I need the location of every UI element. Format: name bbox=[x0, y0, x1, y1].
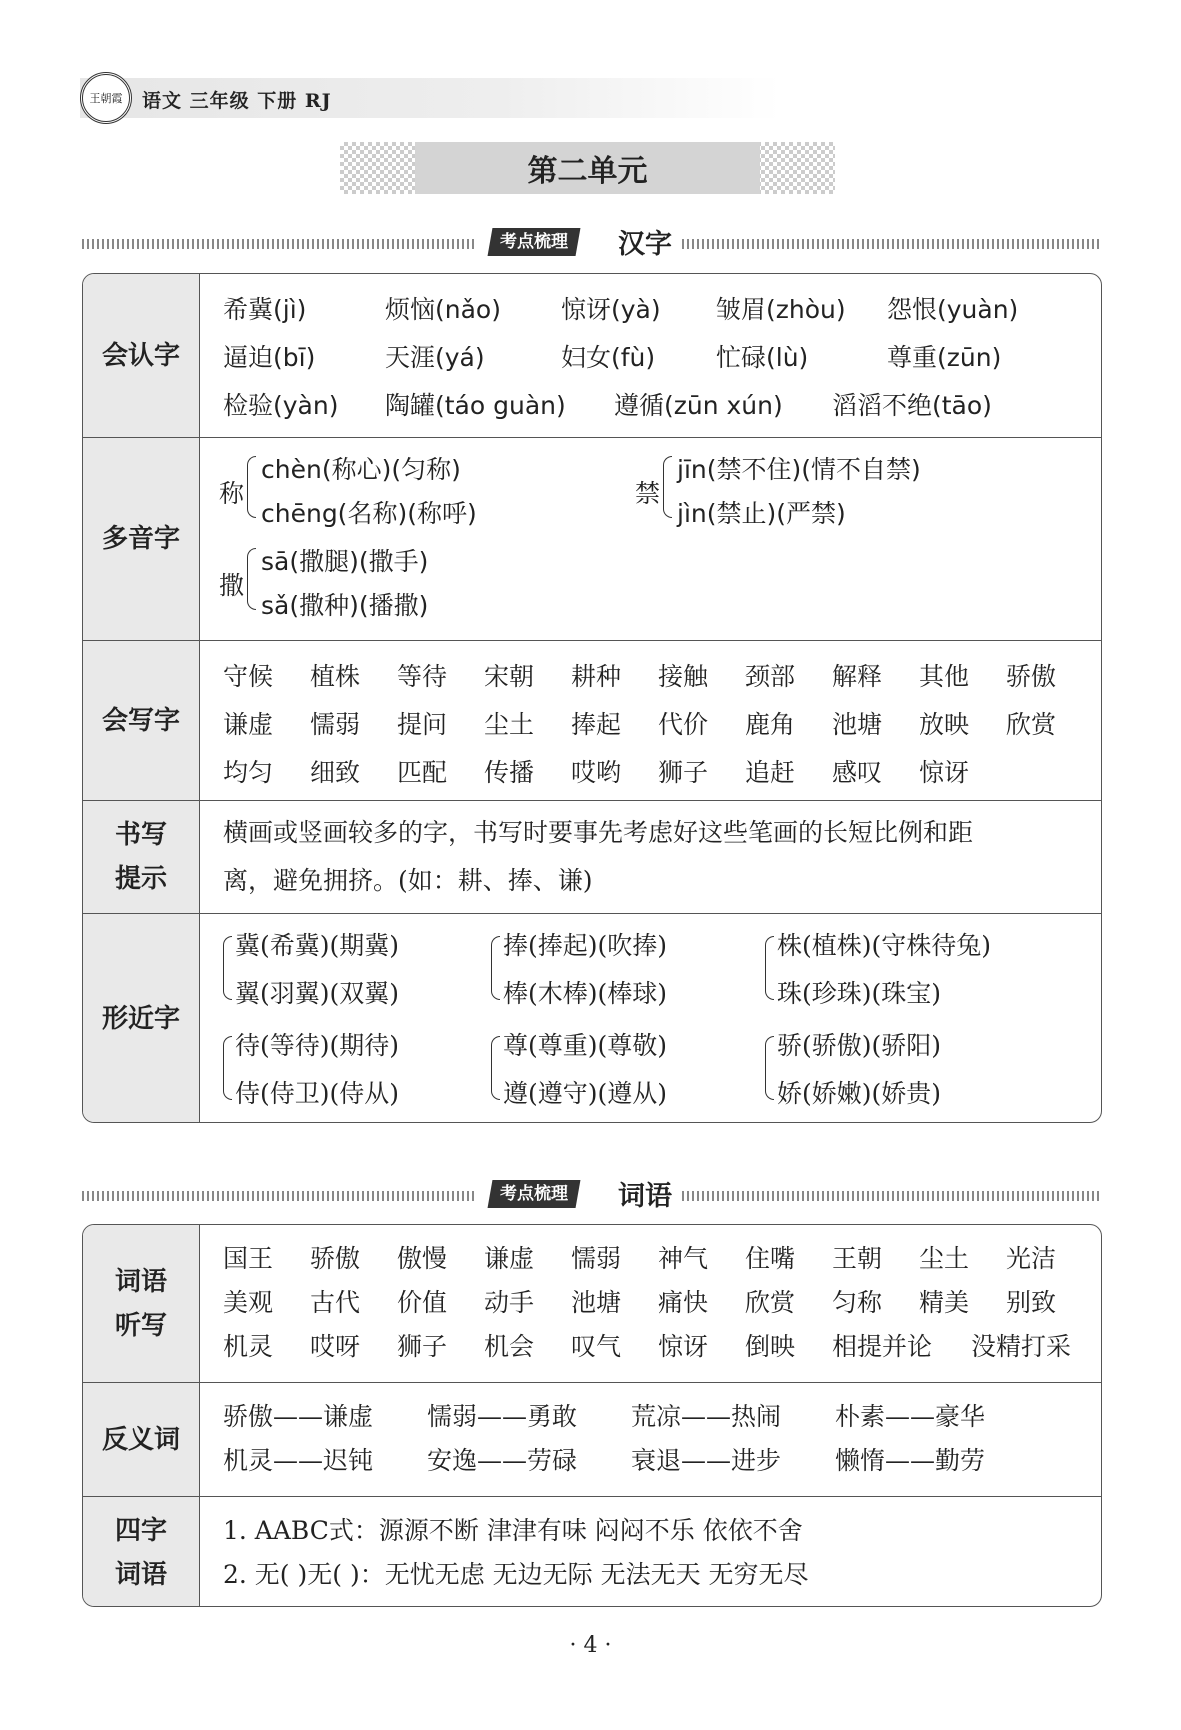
tip-line: 横画或竖画较多的字，书写时要事先考虑好这些笔画的长短比例和距 bbox=[223, 818, 974, 847]
poly-reading: sā(撒腿)(撒手) bbox=[261, 547, 429, 576]
idiom-line: 1. AABC式：源源不断 津津有味 闷闷不乐 依依不舍 bbox=[223, 1516, 803, 1545]
brace bbox=[247, 548, 256, 610]
word-item: 希冀(jì) bbox=[223, 295, 307, 324]
word-item: 谦虚 bbox=[484, 1244, 535, 1273]
word-item: 尘土 bbox=[484, 710, 535, 739]
word-item: 匹配 bbox=[397, 758, 448, 787]
antonym-pair: 衰退——进步 bbox=[631, 1446, 782, 1475]
word-item: 狮子 bbox=[397, 1332, 448, 1361]
huixie-content bbox=[201, 641, 1101, 800]
antonym-pair: 机灵——迟钝 bbox=[223, 1446, 374, 1475]
shuxie-content bbox=[201, 801, 1101, 913]
word-item: 美观 bbox=[223, 1288, 274, 1317]
word-item: 检验(yàn) bbox=[223, 391, 339, 420]
similar-char: 珠(珍珠)(珠宝) bbox=[777, 979, 942, 1008]
section-title: 词语 bbox=[618, 1181, 672, 1212]
unit-title: 第二单元 bbox=[415, 142, 760, 194]
antonym-pair: 懦弱——勇敢 bbox=[427, 1402, 578, 1431]
word-item: 细致 bbox=[310, 758, 361, 787]
row-renshi bbox=[83, 274, 1101, 437]
poly-reading: sǎ(撒种)(播撒) bbox=[261, 591, 429, 620]
word-item: 住嘴 bbox=[745, 1244, 796, 1273]
word-item: 精美 bbox=[919, 1288, 970, 1317]
word-item: 尘土 bbox=[919, 1244, 970, 1273]
word-item: 植株 bbox=[310, 662, 361, 691]
row-label: 词语 听写 bbox=[83, 1225, 200, 1382]
ciyu-table bbox=[82, 1224, 1102, 1607]
similar-char: 捧(捧起)(吹捧) bbox=[503, 931, 668, 960]
word-item: 代价 bbox=[658, 710, 709, 739]
word-item: 骄傲 bbox=[310, 1244, 361, 1273]
unit-banner bbox=[340, 142, 835, 194]
row-sizi bbox=[83, 1496, 1101, 1607]
word-item: 放映 bbox=[919, 710, 970, 739]
poly-reading: jīn(禁不住)(情不自禁) bbox=[677, 455, 921, 484]
word-item: 机灵 bbox=[223, 1332, 274, 1361]
similar-char: 冀(希冀)(期冀) bbox=[235, 931, 400, 960]
word-item: 懦弱 bbox=[571, 1244, 622, 1273]
word-item: 怨恨(yuàn) bbox=[887, 295, 1019, 324]
word-item: 接触 bbox=[658, 662, 709, 691]
brace bbox=[663, 456, 672, 518]
idiom-line: 2. 无( )无( )：无忧无虑 无边无际 无法无天 无穷无尽 bbox=[223, 1560, 809, 1589]
word-item: 光洁 bbox=[1006, 1244, 1057, 1273]
row-label: 形近字 bbox=[83, 914, 200, 1123]
brace bbox=[247, 456, 256, 518]
antonym-pair: 骄傲——谦虚 bbox=[223, 1402, 374, 1431]
word-item: 没精打采 bbox=[971, 1332, 1072, 1361]
word-item: 别致 bbox=[1006, 1288, 1057, 1317]
similar-char: 株(植株)(守株待兔) bbox=[777, 931, 992, 960]
hanzi-table bbox=[82, 273, 1102, 1123]
renshi-content bbox=[201, 274, 1101, 437]
word-item: 颈部 bbox=[745, 662, 796, 691]
word-item: 匀称 bbox=[832, 1288, 883, 1317]
word-item: 傲慢 bbox=[397, 1244, 448, 1273]
word-item: 王朝 bbox=[832, 1244, 883, 1273]
word-item: 宋朝 bbox=[484, 662, 535, 691]
poly-char: 禁 bbox=[635, 479, 661, 508]
word-item: 叹气 bbox=[571, 1332, 622, 1361]
word-item: 痛快 bbox=[658, 1288, 709, 1317]
row-shuxie bbox=[83, 800, 1101, 913]
word-item: 妇女(fù) bbox=[561, 343, 656, 372]
row-duoyin bbox=[83, 437, 1101, 640]
word-item: 天涯(yá) bbox=[385, 343, 485, 372]
word-item: 烦恼(nǎo) bbox=[385, 295, 501, 324]
similar-char: 棒(木棒)(棒球) bbox=[503, 979, 668, 1008]
row-fanyi bbox=[83, 1382, 1101, 1496]
page-number: · 4 · bbox=[569, 1633, 612, 1658]
section-title: 汉字 bbox=[618, 229, 672, 260]
word-item: 哎哟 bbox=[571, 758, 622, 787]
word-item: 均匀 bbox=[223, 758, 274, 787]
word-item: 古代 bbox=[310, 1288, 361, 1317]
word-item: 陶罐(táo guàn) bbox=[385, 391, 566, 420]
word-item: 池塘 bbox=[832, 710, 883, 739]
similar-char: 遵(遵守)(遵从) bbox=[503, 1079, 668, 1108]
word-item: 谦虚 bbox=[223, 710, 274, 739]
row-huixie bbox=[83, 640, 1101, 800]
duoyin-content bbox=[201, 438, 1101, 640]
word-item: 其他 bbox=[919, 662, 970, 691]
tingxie-content bbox=[201, 1225, 1101, 1382]
similar-char: 翼(羽翼)(双翼) bbox=[235, 979, 400, 1008]
word-item: 哎呀 bbox=[310, 1332, 361, 1361]
word-item: 价值 bbox=[397, 1288, 448, 1317]
word-item: 懦弱 bbox=[310, 710, 361, 739]
section-heading-hanzi bbox=[82, 222, 1102, 262]
row-tingxie bbox=[83, 1225, 1101, 1382]
poly-char: 称 bbox=[219, 479, 245, 508]
word-item: 耕种 bbox=[571, 662, 622, 691]
word-item: 动手 bbox=[484, 1288, 535, 1317]
poly-char: 撒 bbox=[219, 571, 245, 600]
word-item: 滔滔不绝(tāo) bbox=[832, 391, 992, 420]
section-heading-ciyu bbox=[82, 1174, 1102, 1214]
similar-char: 待(等待)(期待) bbox=[235, 1031, 400, 1060]
row-label: 反义词 bbox=[83, 1383, 200, 1496]
publisher-logo: 王朝霞 bbox=[80, 72, 132, 124]
word-item: 追赶 bbox=[745, 758, 796, 787]
similar-char: 骄(骄傲)(骄阳) bbox=[777, 1031, 942, 1060]
row-label: 四字 词语 bbox=[83, 1497, 200, 1607]
word-item: 神气 bbox=[658, 1244, 709, 1273]
word-item: 解释 bbox=[832, 662, 883, 691]
header-text: 语文 三年级 下册 RJ bbox=[142, 90, 332, 112]
poly-reading: chèn(称心)(匀称) bbox=[261, 455, 461, 484]
similar-char: 侍(侍卫)(侍从) bbox=[235, 1079, 400, 1108]
word-item: 狮子 bbox=[658, 758, 709, 787]
word-item: 池塘 bbox=[571, 1288, 622, 1317]
word-item: 捧起 bbox=[571, 710, 622, 739]
xingjin-content bbox=[201, 914, 1101, 1123]
word-item: 忙碌(lù) bbox=[716, 343, 809, 372]
word-item: 皱眉(zhòu) bbox=[716, 295, 846, 324]
antonym-pair: 朴素——豪华 bbox=[835, 1402, 986, 1431]
word-item: 感叹 bbox=[832, 758, 883, 787]
word-item: 惊讶 bbox=[919, 758, 970, 787]
word-item: 欣赏 bbox=[745, 1288, 796, 1317]
poly-reading: chēng(名称)(称呼) bbox=[261, 499, 477, 528]
word-item: 国王 bbox=[223, 1244, 274, 1273]
word-item: 惊讶(yà) bbox=[561, 295, 661, 324]
word-item: 机会 bbox=[484, 1332, 535, 1361]
similar-char: 娇(娇嫩)(娇贵) bbox=[777, 1079, 942, 1108]
tip-line: 离，避免拥挤。(如：耕、捧、谦) bbox=[223, 866, 593, 895]
word-item: 守候 bbox=[223, 662, 274, 691]
word-item: 欣赏 bbox=[1006, 710, 1057, 739]
word-item: 传播 bbox=[484, 758, 535, 787]
word-item: 倒映 bbox=[745, 1332, 796, 1361]
row-label: 多音字 bbox=[83, 438, 200, 640]
word-item: 惊讶 bbox=[658, 1332, 709, 1361]
antonym-pair: 荒凉——热闹 bbox=[631, 1402, 782, 1431]
word-item: 提问 bbox=[397, 710, 448, 739]
word-item: 等待 bbox=[397, 662, 448, 691]
poly-reading: jìn(禁止)(严禁) bbox=[677, 499, 846, 528]
word-item: 逼迫(bī) bbox=[223, 343, 316, 372]
similar-char: 尊(尊重)(尊敬) bbox=[503, 1031, 668, 1060]
word-item: 尊重(zūn) bbox=[887, 343, 1002, 372]
section-tag: 考点梳理 bbox=[488, 228, 581, 256]
row-label: 会认字 bbox=[83, 274, 200, 437]
row-xingjin bbox=[83, 913, 1101, 1123]
word-item: 相提并论 bbox=[832, 1332, 933, 1361]
word-item: 遵循(zūn xún) bbox=[614, 391, 783, 420]
word-item: 骄傲 bbox=[1006, 662, 1057, 691]
sizi-content bbox=[201, 1497, 1101, 1607]
word-item: 鹿角 bbox=[745, 710, 796, 739]
antonym-pair: 安逸——劳碌 bbox=[427, 1446, 578, 1475]
row-label: 书写 提示 bbox=[83, 801, 200, 913]
fanyi-content bbox=[201, 1383, 1101, 1496]
row-label: 会写字 bbox=[83, 641, 200, 800]
antonym-pair: 懒惰——勤劳 bbox=[835, 1446, 986, 1475]
section-tag: 考点梳理 bbox=[488, 1180, 581, 1208]
